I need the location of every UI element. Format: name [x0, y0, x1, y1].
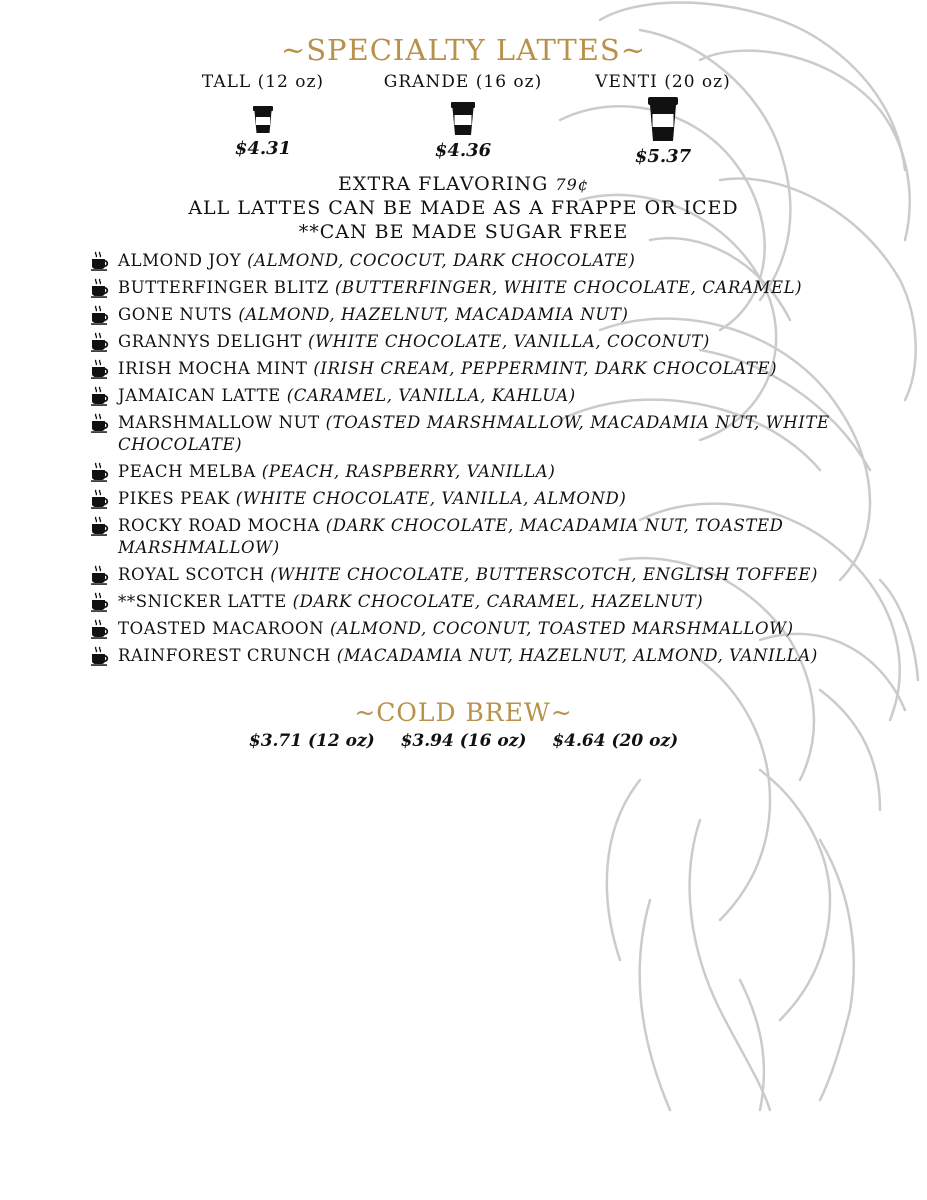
list-item — [90, 412, 890, 456]
size-price-row — [0, 72, 927, 172]
latte-name: ROCKY ROAD MOCHA — [118, 516, 320, 535]
latte-description: (ALMOND, COCOCUT, DARK CHOCOLATE) — [247, 251, 636, 270]
list-item — [90, 277, 890, 299]
latte-name: GRANNYS DELIGHT — [118, 332, 303, 351]
latte-description: (WHITE CHOCOLATE, VANILLA, ALMOND) — [235, 489, 627, 508]
list-item — [90, 564, 890, 586]
size-price: $4.31 — [234, 138, 292, 159]
size-venti — [573, 72, 753, 167]
latte-description: (TOASTED MARSHMALLOW, MACADAMIA NUT, WHITE CHOCOLATE) — [118, 413, 830, 454]
latte-name: **SNICKER LATTE — [118, 592, 287, 611]
latte-name: MARSHMALLOW NUT — [118, 413, 320, 432]
coffee-mug-icon — [90, 592, 110, 612]
extra-flavoring — [0, 173, 927, 195]
coffee-cup-icon — [252, 104, 274, 134]
size-label: VENTI (20 oz) — [595, 72, 731, 92]
latte-name: PIKES PEAK — [118, 489, 230, 508]
extra-flavoring-price: 79¢ — [555, 175, 589, 194]
list-item — [90, 618, 890, 640]
coffee-mug-icon — [90, 489, 110, 509]
latte-list — [90, 250, 890, 672]
coffee-mug-icon — [90, 278, 110, 298]
coffee-mug-icon — [90, 305, 110, 325]
latte-description: (WHITE CHOCOLATE, BUTTERSCOTCH, ENGLISH TOFFEE) — [270, 565, 819, 584]
latte-description: (WHITE CHOCOLATE, VANILLA, COCONUT) — [308, 332, 710, 351]
size-label: TALL (12 oz) — [201, 72, 325, 92]
coffee-cup-icon — [450, 100, 476, 136]
list-item — [90, 488, 890, 510]
latte-description: (DARK CHOCOLATE, MACADAMIA NUT, TOASTED MARSHMALLOW) — [118, 516, 784, 557]
coffee-mug-icon — [90, 251, 110, 271]
latte-name: IRISH MOCHA MINT — [118, 359, 308, 378]
coffee-cup-icon — [647, 96, 679, 142]
size-label: GRANDE (16 oz) — [383, 72, 543, 92]
sugar-free-note: **CAN BE MADE SUGAR FREE — [298, 221, 629, 243]
size-price: $5.37 — [634, 146, 692, 167]
coffee-mug-icon — [90, 359, 110, 379]
extra-flavoring-label: EXTRA FLAVORING — [338, 173, 549, 195]
list-item — [90, 591, 890, 613]
latte-description: (CARAMEL, VANILLA, KAHLUA) — [286, 386, 576, 405]
coffee-mug-icon — [90, 516, 110, 536]
latte-name: TOASTED MACAROON — [118, 619, 325, 638]
coffee-mug-icon — [90, 646, 110, 666]
latte-name: GONE NUTS — [118, 305, 233, 324]
coffee-mug-icon — [90, 332, 110, 352]
latte-description: (MACADAMIA NUT, HAZELNUT, ALMOND, VANILLA) — [336, 646, 818, 665]
latte-description: (PEACH, RASPBERRY, VANILLA) — [261, 462, 556, 481]
list-item — [90, 461, 890, 483]
list-item — [90, 515, 890, 559]
list-item — [90, 358, 890, 380]
size-grande — [373, 72, 553, 161]
coffee-mug-icon — [90, 462, 110, 482]
coffee-mug-icon — [90, 386, 110, 406]
list-item — [90, 645, 890, 667]
list-item — [90, 304, 890, 326]
coffee-mug-icon — [90, 413, 110, 433]
cold-brew-prices — [0, 731, 927, 751]
latte-name: ROYAL SCOTCH — [118, 565, 265, 584]
latte-description: (ALMOND, HAZELNUT, MACADAMIA NUT) — [238, 305, 629, 324]
size-tall — [173, 72, 353, 159]
cold-brew-price: $3.94 (16 oz) — [400, 731, 527, 751]
latte-description: (DARK CHOCOLATE, CARAMEL, HAZELNUT) — [292, 592, 704, 611]
latte-description: (ALMOND, COCONUT, TOASTED MARSHMALLOW) — [330, 619, 794, 638]
list-item — [90, 250, 890, 272]
cold-brew-price: $4.64 (20 oz) — [552, 731, 679, 751]
latte-name: JAMAICAN LATTE — [118, 386, 281, 405]
latte-description: (IRISH CREAM, PEPPERMINT, DARK CHOCOLATE) — [313, 359, 778, 378]
cold-brew-title: ~COLD BREW~ — [354, 698, 573, 727]
coffee-mug-icon — [90, 619, 110, 639]
latte-name: PEACH MELBA — [118, 462, 256, 481]
frappe-note: ALL LATTES CAN BE MADE AS A FRAPPE OR ICED — [188, 197, 739, 219]
latte-name: ALMOND JOY — [118, 251, 242, 270]
specialty-lattes-title: ~SPECIALTY LATTES~ — [280, 33, 647, 67]
cold-brew-price: $3.71 (12 oz) — [248, 731, 375, 751]
latte-description: (BUTTERFINGER, WHITE CHOCOLATE, CARAMEL) — [334, 278, 803, 297]
latte-name: BUTTERFINGER BLITZ — [118, 278, 329, 297]
list-item — [90, 331, 890, 353]
latte-name: RAINFOREST CRUNCH — [118, 646, 331, 665]
size-price: $4.36 — [434, 140, 492, 161]
coffee-mug-icon — [90, 565, 110, 585]
list-item — [90, 385, 890, 407]
